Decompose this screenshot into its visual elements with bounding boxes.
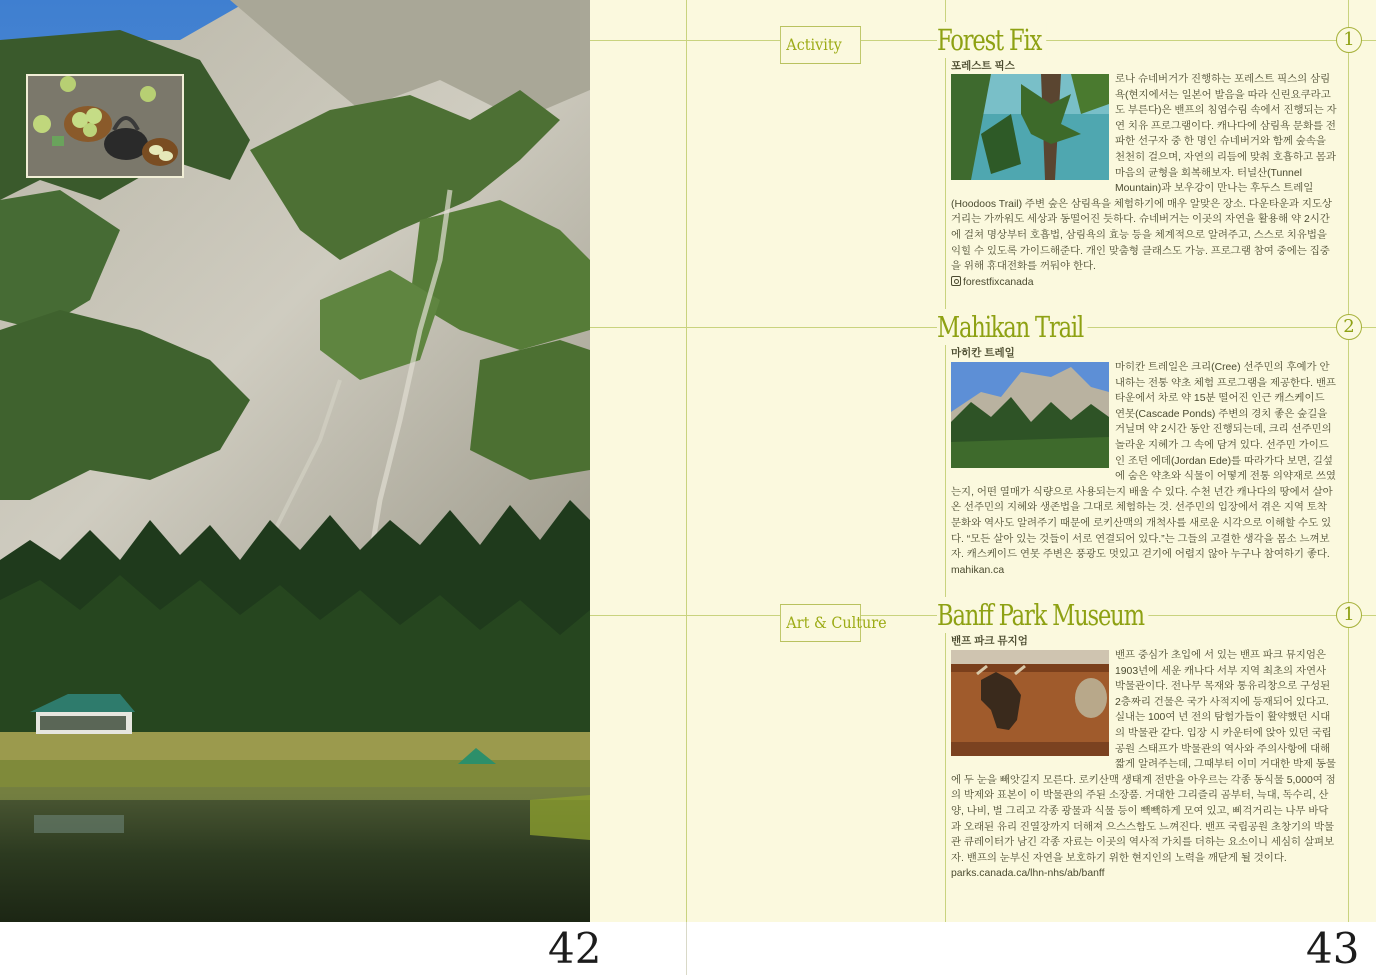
- guide-line: [1348, 0, 1349, 922]
- section-subtitle: 밴프 파크 뮤지엄: [951, 635, 1028, 647]
- section-number-badge: 1: [1336, 602, 1362, 628]
- category-tag-art-culture: Art & Culture: [780, 604, 861, 642]
- section-body-banff-park-museum: [951, 648, 1337, 882]
- section-title-mahikan-trail: Mahikan Trail: [937, 309, 1088, 345]
- section-body-mahikan-trail: [951, 360, 1337, 578]
- section-title-banff-park-museum: Banff Park Museum: [937, 597, 1149, 633]
- instagram-icon: [951, 276, 961, 286]
- page-number-left: 42: [548, 924, 602, 973]
- section-subtitle: 마히칸 트레일: [951, 347, 1015, 359]
- section-subtitle: 포레스트 픽스: [951, 60, 1015, 72]
- section-link[interactable]: parks.canada.ca/lhn-nhs/ab/banff: [951, 868, 1105, 880]
- body-text: 로나 슈네버거가 진행하는 포레스트 픽스의 삼림욕(현지에서는 일본어 발음을 따라 신린요쿠라고도 부른다)은 밴프의 침엽수림 속에서 진행되는 자연 치유 프로그램이다. 캐나다에 삼림욕 문화를 전파한 선구자 중 한 명인 슈네버거와 함께 숲속을 천천히 걸으며, 자연의 리듬에 맞춰 호흡하고 몸과 마음의 균형을 회복해보자. 터널산(Tunnel Mountain)과 보우강이 만나는 후두스 트레일(Hoodoos Trail) 주변 숲은 삼림욕을 체험하기에 매우 알맞은 장소. 다운타운과 지도상 거리는 가까워도 세상과 동떨어진 듯하다. 슈네버거는 이곳의 자연을 활용해 약 2시간에 걸쳐 명상부터 호흡법, 삼림욕의 효능 등을 체계적으로 알려주고, 스스로 치유법을 익힐 수 있도록 가이드해준다. 개인 맞춤형 클래스도 가능. 프로그램 참여 중에는 집중을 위해 휴대전화를 꺼둬야 한다.: [951, 74, 1337, 273]
- section-number-badge: 2: [1336, 314, 1362, 340]
- teapot-inset-photo: [26, 74, 184, 178]
- section-body-forest-fix: [951, 72, 1337, 290]
- category-tag-activity: Activity: [780, 26, 861, 64]
- left-page-photo: [0, 0, 590, 922]
- section-link[interactable]: mahikan.ca: [951, 564, 1005, 576]
- guide-line: [945, 0, 946, 922]
- section-title-forest-fix: Forest Fix: [937, 22, 1046, 58]
- section-link[interactable]: [951, 275, 1337, 291]
- page-number-right: 43: [1306, 924, 1360, 973]
- body-text: 마히칸 트레일은 크리(Cree) 선주민의 후예가 안내하는 전통 약초 체험 프로그램을 제공한다. 밴프 타운에서 차로 약 15분 떨어진 인근 캐스케이드 연못(Cascade Ponds) 주변의 경치 좋은 숲길을 거닐며 약 2시간 동안 진행되는데, 크리 선주민의 놀라운 지혜가 그 속에 담겨 있다. 선주민 가이드인 조던 에데(Jordan Ede)를 따라가다 보면, 길섶에 숨은 약초와 식물이 어떻게 전통 의약재로 쓰였는지, 어떤 열매가 식량으로 사용되는지 배울 수 있다. 수천 년간 캐나다의 땅에서 살아온 선주민의 지혜와 생존법을 그대로 체험하는 것. 선주민의 입장에서 겪은 지역 토착 문화와 역사도 알려주기 때문에 로키산맥의 개척사를 새로운 시각으로 이해할 수도 있다. “모든 살아 있는 것들이 서로 연결되어 있다.”는 그들의 고결한 생각을 몸소 느껴보자. 캐스케이드 연못 주변은 풍광도 멋있고 걷기에 어렵지 않아 누구나 참여하기 좋다.: [951, 362, 1336, 561]
- link-text: forestfixcanada: [963, 276, 1034, 288]
- body-text: 밴프 중심가 초입에 서 있는 밴프 파크 뮤지엄은 1903년에 세운 캐나다 서부 지역 최초의 자연사 박물관이다. 전나무 목재와 통유리창으로 구성된 2층짜리 건물은 국가 사적지에 등재되어 있다고. 실내는 100여 년 전의 탐험가들이 활약했던 시대의 박물관 같다. 입장 시 카운터에 앉아 있던 국립공원 스태프가 박물관의 역사와 주의사항에 대해 짧게 알려주는데, 그때부터 이미 거대한 박제 동물에 두 눈을 빼앗길지 모른다. 로키산맥 생태계 전반을 아우르는 각종 동식물 5,000여 점의 박제와 표본이 이 박물관의 주된 소장품. 거대한 그리즐리 곰부터, 늑대, 독수리, 산양, 나비, 벌 그리고 각종 광물과 식물 등이 빽빽하게 모여 있고, 삐걱거리는 나무 바닥과 오래된 유리 진열장까지 더해져 으스스함도 느껴진다. 밴프 국립공원 초창기의 박물관 큐레이터가 남긴 각종 자료는 이곳의 역사적 가치를 더하는 요소이니 세심히 살펴보자. 밴프의 눈부신 자연을 보호하기 위한 현지인의 노력을 깨닫게 될 것이다.: [951, 650, 1336, 864]
- guide-line: [686, 0, 687, 922]
- section-number-badge: 1: [1336, 27, 1362, 53]
